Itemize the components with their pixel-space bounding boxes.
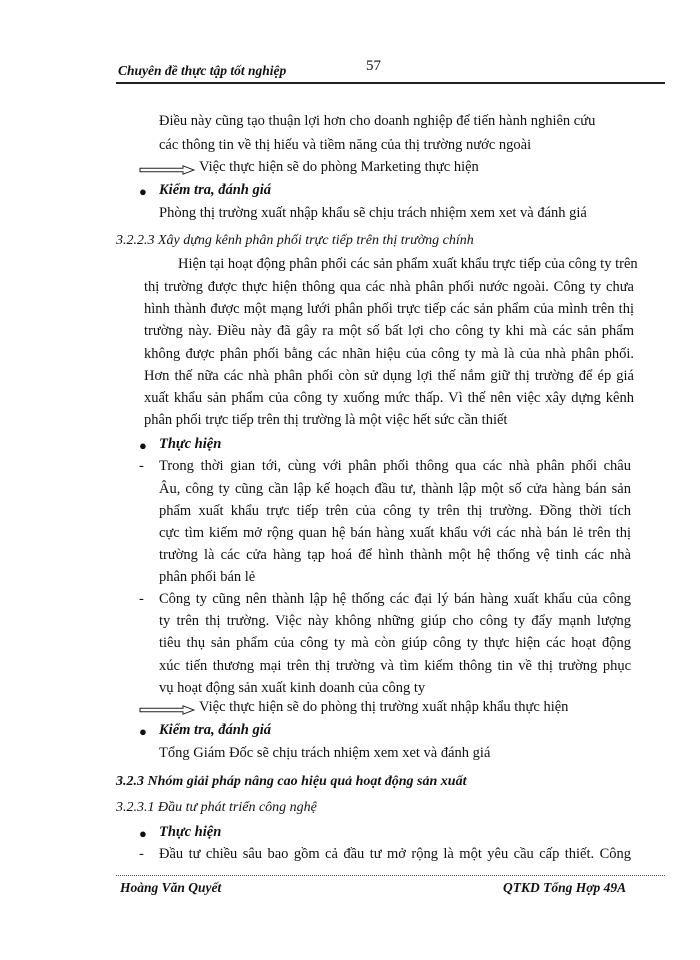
impl1-item2-line-5: vụ hoạt động sản xuất kinh doanh của công ty (159, 680, 426, 696)
bullet-icon: ● (139, 184, 147, 199)
impl1-item1-line-6: phân phối bán lẻ (159, 569, 256, 585)
p2-line-2: thị trường được thực hiện thông qua các nhà phân phối nước ngoài. Công ty chưa (144, 279, 634, 295)
section-323-heading: 3.2.3 Nhóm giải pháp nâng cao hiệu quả hoạt động sản xuất (116, 774, 467, 789)
dash-marker: - (139, 591, 144, 607)
bullet-icon: ● (139, 724, 147, 739)
impl1-item1-line-1: Trong thời gian tới, cùng với phân phối thông qua các nhà phân phối châu (159, 458, 631, 474)
footer-rule (116, 875, 665, 877)
impl1-item2-line-4: xúc tiến thương mại trên thị trường và tìm kiếm thông tin về thị trường phục (159, 658, 631, 674)
impl1-item2-line-2: ty trên thị trường. Việc này không những giúp cho công ty đẩy mạnh lượng (159, 613, 631, 629)
impl1-item2-line-3: tiêu thụ sản phẩm của công ty mà còn giúp công ty thực hiện các hoạt động (159, 635, 631, 651)
impl1-item2-line-1: Công ty cũng nên thành lập hệ thống các đại lý bán hàng xuất khẩu của công (159, 591, 631, 607)
p1-line-1: Điều này cũng tạo thuận lợi hơn cho doanh nghiệp để tiến hành nghiên cứu (159, 113, 596, 129)
p2-line-8: phân phối trực tiếp trên thị trường là một việc hết sức cần thiết (144, 412, 508, 428)
p2-line-6: Hơn thế nữa các nhà phân phối còn sử dụng lợi thế nắm giữ thị trường để ép giá (144, 368, 634, 384)
dash-marker: - (139, 846, 144, 862)
footer-class: QTKD Tổng Hợp 49A (503, 880, 627, 895)
check2-text: Tổng Giám Đốc sẽ chịu trách nhiệm xem xet và đánh giá (159, 745, 491, 761)
p2-line-7: xuất khẩu sản phẩm của công ty xuống mức thấp. Vì thế nên việc xây dựng kênh (144, 390, 634, 406)
bullet-icon: ● (139, 438, 147, 453)
dash-marker: - (139, 458, 144, 474)
check2-title: Kiểm tra, đánh giá (159, 722, 271, 738)
impl1-item1-line-5: trường là các cửa hàng tạp hoá để hình thành một hệ thống vệ tinh các nhà (159, 547, 631, 563)
section-3231-heading: 3.2.3.1 Đầu tư phát triển công nghệ (116, 800, 317, 815)
arrow1-text: Việc thực hiện sẽ do phòng Marketing thực hiện (199, 159, 479, 175)
p2-line-3: hình thành được một mạng lưới phân phối trực tiếp các sản phẩm của mình trên thị (144, 301, 634, 317)
check1-title: Kiểm tra, đánh giá (159, 182, 271, 198)
impl1-item1-line-3: phẩm xuất khẩu trực tiếp trên của công ty trên thị trường. Đồng thời tích (159, 503, 631, 519)
p2-line-1: Hiện tại hoạt động phân phối các sản phẩm xuất khẩu trực tiếp của công ty trên (178, 256, 638, 272)
impl2-title: Thực hiện (159, 824, 222, 840)
header-title: Chuyên đề thực tập tốt nghiệp (118, 63, 287, 78)
p2-line-5: không được phân phối bằng các nhãn hiệu của công ty mà là của nhà phân phối. (144, 346, 634, 362)
section-3223-heading: 3.2.2.3 Xây dựng kênh phân phối trực tiếp trên thị trường chính (116, 233, 474, 248)
impl1-item1-line-4: cực tìm kiếm mở rộng quan hệ bán hàng xuất khẩu với các nhà bán lẻ trên thị (159, 525, 631, 541)
impl1-title: Thực hiện (159, 436, 222, 452)
header-rule (116, 82, 665, 84)
p1-line-2: các thông tin về thị hiếu và tiềm năng của thị trường nước ngoài (159, 137, 532, 153)
right-arrow-icon (139, 165, 195, 175)
footer-author: Hoàng Văn Quyết (120, 880, 222, 895)
bullet-icon: ● (139, 826, 147, 841)
p2-line-4: trường này. Điều này đã gây ra một số bất lợi cho công ty khi mà các sản phẩm (144, 323, 634, 339)
page-number: 57 (366, 58, 381, 74)
impl1-item1-line-2: Âu, công ty cũng cần lập kế hoạch đầu tư, thành lập một số cửa hàng bán sản (159, 481, 631, 497)
arrow2-text: Việc thực hiện sẽ do phòng thị trường xuất nhập khẩu thực hiện (199, 699, 569, 715)
right-arrow-icon (139, 705, 195, 715)
check1-text: Phòng thị trường xuất nhập khẩu sẽ chịu trách nhiệm xem xet và đánh giá (159, 205, 587, 221)
impl2-item1-line-1: Đầu tư chiều sâu bao gồm cả đầu tư mở rộng là một yêu cầu cấp thiết. Công (159, 846, 631, 862)
